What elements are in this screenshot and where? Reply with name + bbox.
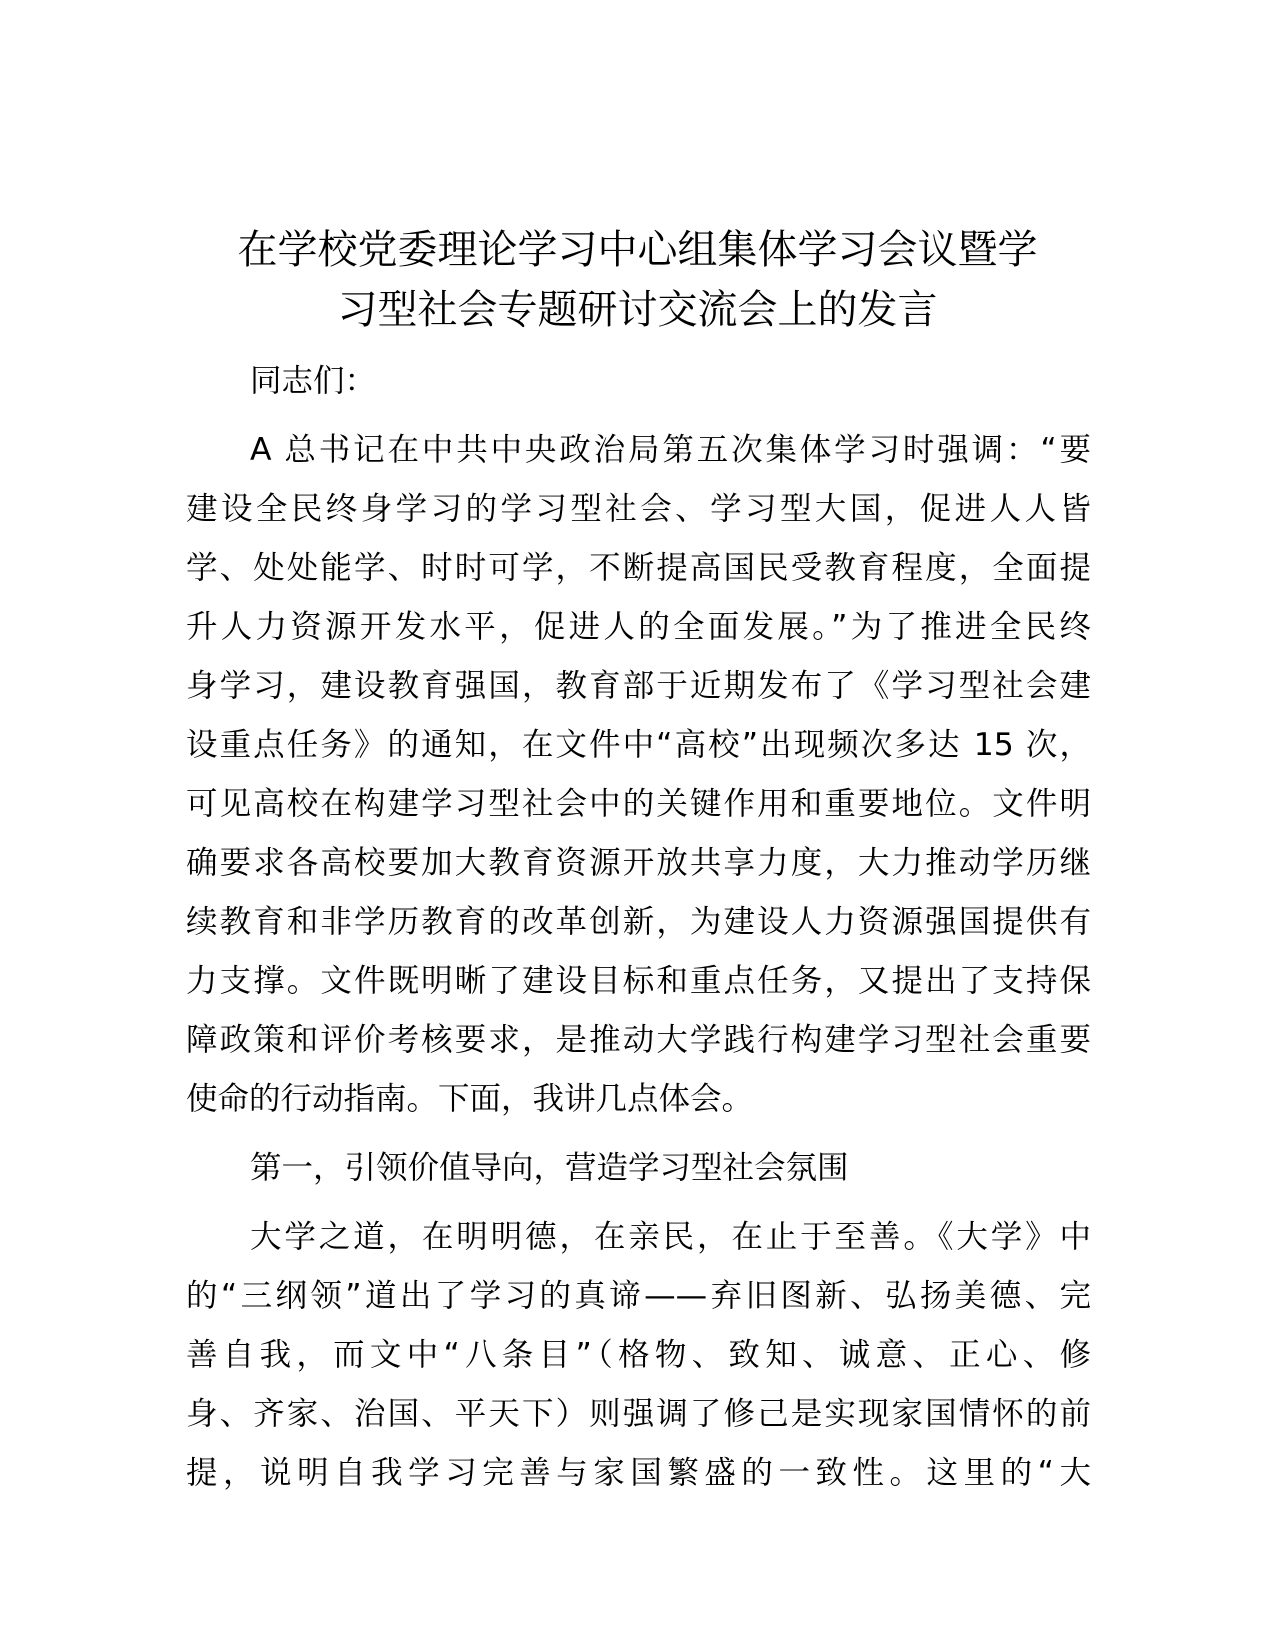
- text-line: 学、处处能学、时时可学，不断提高国民受教育程度，全面提: [186, 550, 1091, 586]
- text-line: 可见高校在构建学习型社会中的关键作用和重要地位。文件明: [186, 786, 1091, 822]
- document-body: [186, 352, 1091, 1503]
- text-line: 确要求各高校要加大教育资源开放共享力度，大力推动学历继: [186, 845, 1091, 881]
- section-heading-text: 第一，引领价值导向，营造学习型社会氛围: [250, 1150, 849, 1186]
- text-line: 升人力资源开发水平，促进人的全面发展。”为了推进全民终: [186, 609, 1091, 645]
- text-line: 大学之道，在明明德，在亲民，在止于至善。《大学》中: [250, 1219, 1091, 1255]
- text-line: 障政策和评价考核要求，是推动大学践行构建学习型社会重要: [186, 1022, 1091, 1058]
- document-title: [170, 220, 1105, 340]
- salutation: [186, 352, 1091, 411]
- text-line: 身、齐家、治国、平天下）则强调了修己是实现家国情怀的前: [186, 1396, 1091, 1432]
- text-line: 建设全民终身学习的学习型社会、学习型大国，促进人人皆: [186, 491, 1091, 527]
- section-heading: [186, 1139, 1091, 1198]
- text-line: A 总书记在中共中央政治局第五次集体学习时强调：“要: [250, 432, 1091, 468]
- text-line: 使命的行动指南。下面，我讲几点体会。: [186, 1081, 754, 1117]
- text-line: 身学习，建设教育强国，教育部于近期发布了《学习型社会建: [186, 668, 1091, 704]
- title-line: 在学校党委理论学习中心组集体学习会议暨学: [237, 227, 1038, 273]
- paragraph-intro: [186, 421, 1091, 1129]
- text-line: 设重点任务》的通知，在文件中“高校”出现频次多达 15 次，: [186, 727, 1091, 763]
- paragraph-body: [186, 1208, 1091, 1503]
- text-line: 提，说明自我学习完善与家国繁盛的一致性。这里的“大: [186, 1455, 1091, 1491]
- text-line: 的“三纲领”道出了学习的真谛——弃旧图新、弘扬美德、完: [186, 1278, 1091, 1314]
- text-line: 力支撑。文件既明晰了建设目标和重点任务，又提出了支持保: [186, 963, 1091, 999]
- text-line: 续教育和非学历教育的改革创新，为建设人力资源强国提供有: [186, 904, 1091, 940]
- title-line: 习型社会专题研讨交流会上的发言: [337, 287, 938, 333]
- salutation-text: 同志们：: [250, 363, 377, 399]
- text-line: 善自我，而文中“八条目”（格物、致知、诚意、正心、修: [186, 1337, 1091, 1373]
